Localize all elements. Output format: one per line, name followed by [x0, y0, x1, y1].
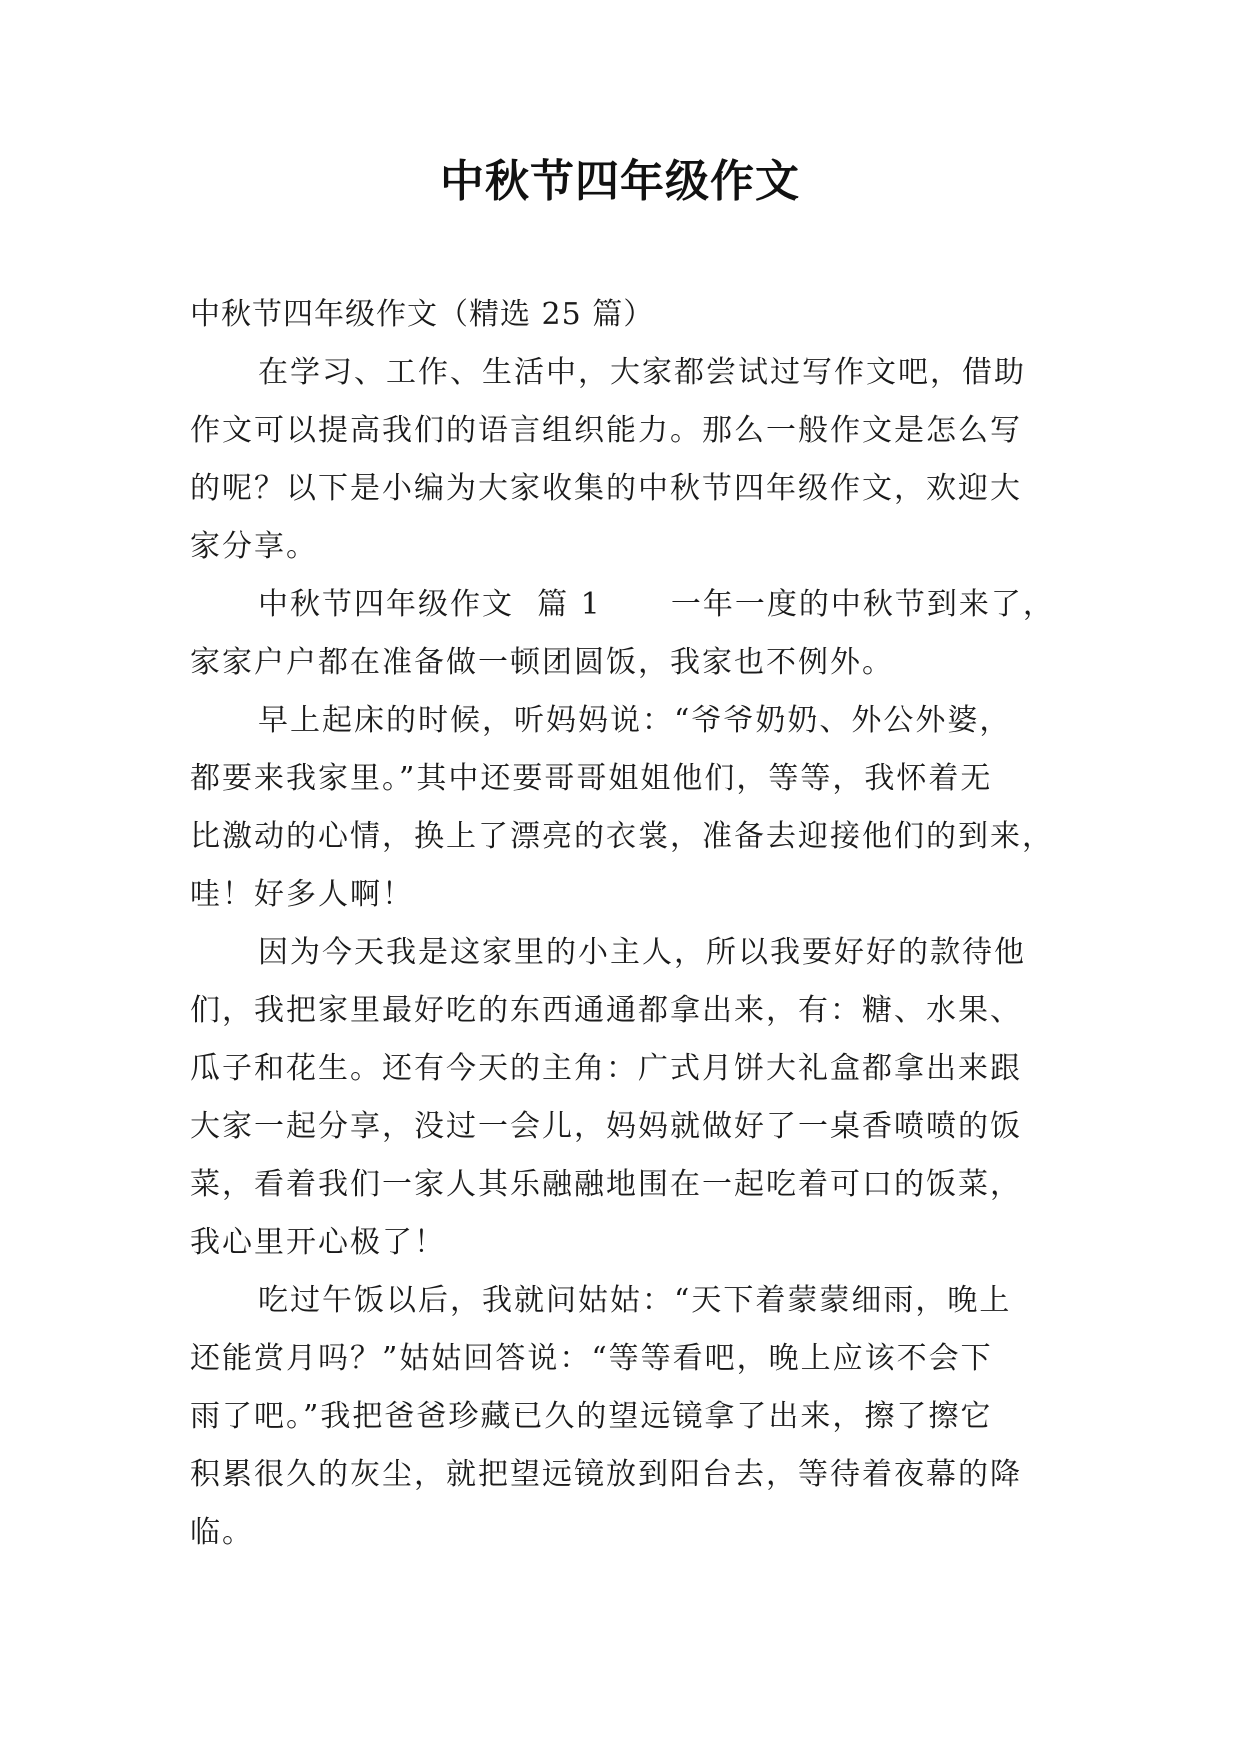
- paragraph-line: 在学习、工作、生活中，大家都尝试过写作文吧，借助: [258, 355, 1026, 390]
- paragraph-line: 哇！好多人啊！: [190, 877, 414, 912]
- paragraph-line: 我心里开心极了！: [190, 1225, 446, 1260]
- paragraph-line: 都要来我家里。”其中还要哥哥姐姐他们，等等，我怀着无: [190, 761, 993, 796]
- document-subtitle: 中秋节四年级作文（精选 25 篇）: [190, 297, 655, 332]
- paragraph-line: 们，我把家里最好吃的东西通通都拿出来，有：糖、水果、: [190, 993, 1022, 1028]
- paragraph-line: 瓜子和花生。还有今天的主角：广式月饼大礼盒都拿出来跟: [190, 1051, 1022, 1086]
- paragraph-line: 早上起床的时候，听妈妈说：“爷爷奶奶、外公外婆，: [258, 703, 1012, 738]
- paragraph-line: 的呢？以下是小编为大家收集的中秋节四年级作文，欢迎大: [190, 471, 1022, 506]
- section-heading-line: 中秋节四年级作文 篇 1 一年一度的中秋节到来了，: [258, 587, 1055, 622]
- paragraph-line: 家分享。: [190, 529, 318, 564]
- paragraph-line: 雨了吧。”我把爸爸珍藏已久的望远镜拿了出来，擦了擦它: [190, 1399, 993, 1434]
- paragraph-line: 因为今天我是这家里的小主人，所以我要好好的款待他: [258, 935, 1026, 970]
- document-title: 中秋节四年级作文: [440, 156, 800, 207]
- paragraph-line: 作文可以提高我们的语言组织能力。那么一般作文是怎么写: [190, 413, 1022, 448]
- paragraph-line: 家家户户都在准备做一顿团圆饭，我家也不例外。: [190, 645, 894, 680]
- paragraph-line: 临。: [190, 1515, 254, 1550]
- paragraph-line: 积累很久的灰尘，就把望远镜放到阳台去，等待着夜幕的降: [190, 1457, 1022, 1492]
- paragraph-line: 大家一起分享，没过一会儿，妈妈就做好了一桌香喷喷的饭: [190, 1109, 1022, 1144]
- paragraph-line: 还能赏月吗？”姑姑回答说：“等等看吧，晚上应该不会下: [190, 1341, 993, 1376]
- paragraph-line: 比激动的心情，换上了漂亮的衣裳，准备去迎接他们的到来，: [190, 819, 1054, 854]
- paragraph-line: 吃过午饭以后，我就问姑姑：“天下着蒙蒙细雨，晚上: [258, 1283, 1012, 1318]
- paragraph-line: 菜，看着我们一家人其乐融融地围在一起吃着可口的饭菜，: [190, 1167, 1022, 1202]
- document-body: [190, 286, 1055, 1562]
